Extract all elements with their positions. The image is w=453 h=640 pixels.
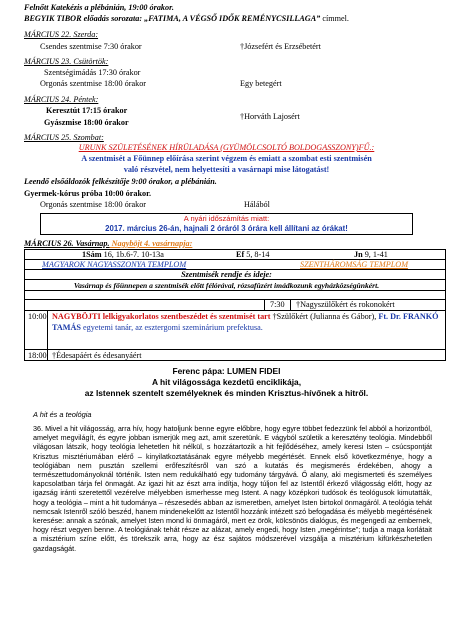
adoration-thursday: Szentségimádás 17:30 órakor — [44, 68, 141, 77]
preacher-title: egyetemi tanár, az esztergomi szeminárium prefektusa. — [80, 323, 263, 332]
feast-title: URUNK SZÜLETÉSÉNEK HÍRÜLADÁSA (GYÜMÖLCSOLTÓ BOLDOGASSZONY)FŰ.: — [78, 143, 375, 152]
intention-wednesday: †Józsefért és Erzsébetért — [240, 42, 321, 51]
reading-second-book: Ef — [236, 250, 245, 259]
mass-time-1800: 18:00 — [28, 351, 47, 360]
rosary-note: Vasárnap és főünnepen a szentmisék előtt félórával, rózsafüzért imádkozunk egyházközségünkért. — [73, 281, 380, 290]
intention-thursday: Egy betegért — [240, 79, 282, 88]
table-rule — [290, 299, 291, 310]
first-communion-line: Leendő elsőáldozók felkészítője 9:00 órakor, a plébánián. — [24, 177, 217, 186]
mass-friday: Gyászmise 18:00 órakor — [44, 118, 129, 127]
preacher-name: Ft. Dr. FRANKÓ TAMÁS — [52, 312, 439, 332]
encyclical-line2: A hit világossága kezdetű enciklikája, — [151, 377, 302, 387]
mass-saturday: Orgonás szentmise 18:00 órakor — [40, 200, 147, 209]
lecture-series-title: BEGYIK TIBOR előadás sorozata: „FATIMA, A VÉGSŐ IDŐK REMÉNYCSILLAGA” — [24, 14, 321, 23]
reading-second — [236, 250, 269, 260]
day-header-friday: MÁRCIUS 24. Péntek: — [24, 95, 99, 104]
table-rule — [264, 299, 265, 310]
mass-wednesday: Csendes szentmise 7:30 órakor — [40, 42, 142, 51]
catechesis-line: Felnőtt Katekézis a plébánián, 19:00 órakor. — [24, 3, 174, 12]
sunday-header — [24, 239, 192, 249]
stations-friday: Keresztút 17:15 órakor — [46, 106, 128, 115]
reading-gospel-book: Jn — [354, 250, 363, 259]
intention-1000: †Szülőkért (Julianna és Gábor), — [270, 312, 379, 321]
reading-second-ref: 5, 8-14 — [244, 250, 270, 259]
day-header-saturday: MÁRCIUS 25. Szombat: — [24, 133, 104, 142]
reading-gospel — [354, 250, 388, 260]
mass-time-730: 7:30 — [270, 300, 285, 309]
church-right: SZENTHÁROMSÁG TEMPLOM — [300, 260, 409, 269]
section-title: A hit és a teológia — [33, 410, 92, 419]
intention-saturday: Hálából — [244, 200, 270, 209]
lecture-series-line — [24, 14, 349, 24]
sunday-title: Nagyböjt 4. vasárnapja: — [109, 239, 193, 248]
sunday-date: MÁRCIUS 26. Vasárnap. — [24, 239, 110, 248]
church-left: MAGYAROK NAGYASSZONYA TEMPLOM — [42, 260, 187, 269]
mass-thursday: Orgonás szentmise 18:00 órakor — [40, 79, 147, 88]
dst-notice-line1: A nyári időszámítás miatt: — [183, 214, 270, 223]
table-rule — [24, 349, 446, 350]
day-header-wednesday: MÁRCIUS 22. Szerda: — [24, 30, 99, 39]
day-header-thursday: MÁRCIUS 23. Csütörtök: — [24, 57, 109, 66]
encyclical-paragraph: 36. Mivel a hit világosság, arra hív, hogy hatoljunk benne egyre előbbre, hogy egyre többet fedezzünk fel abból a horizontból, amelyet megvilágít, és egyre jobban ismerjük meg azt, amit szeretünk. E vágyból születik a keresztény teológia. Mindebből világosan látszik, hogy teológia lehetetlen hit nélkül, s hozzátartozik a hit fejlődéséhez, amely keresi Isten – csúcspontját Krisztus misztériumában elérő – kinyilatkoztatásának egyre mélyebb megértését. Ennek első következménye, hogy a teológiában nem pusztán szellemi erőfeszítésről van szó a kutatás és megismerés érdekében, ahogy a természettudományoknál történik. Isten nem redukálható egy tudomány tárgyává. Ő alany, aki megismerteti és személyes kapcsolatban tárja fel önmagát. Az igazi hit az észt arra indítja, hogy túljon fel az Istentől érkező világosság előtt, hogy az igazság iránti szeretettől vezérelve mélyebben ismerhesse meg Istent. A nagy középkori tudósok és teológusok kimutatták, hogy a teológia – mint a hit tudománya – részesedés abban az ismeretben, amelyet Isten birtokol önmagáról. A teológia tehát nemcsak Istenről szóló beszéd, hanem mindenekelőtt az Istentől hozzánk intézett szó befogadása és mélyebb megértésének keresése: annak a szónak, amelyet Isten mond ki önmagáról, mert ez örök, kölcsönös dialógus, és megengedi az embernek, hogy részt vegyen benne. A teológiának tehát része az alázat, amely engedi, hogy Isten „megérintse”; tudja a maga korlátait a misztérium színe előtt, és törekszik arra, hogy az ész sajátos módszerével vizsgálja a misztérium kifürkészhetetlen gazdagságát. — [33, 424, 432, 553]
lecture-series-suffix: címmel. — [320, 14, 349, 23]
reading-gospel-ref: 9, 1-41 — [362, 250, 388, 259]
reading-first-book: 1Sám — [82, 250, 102, 259]
retreat-notice: NAGYBÖJTI lelkigyakorlatos szentbeszédet és szentmisét tart — [52, 312, 271, 321]
intention-730: †Nagyszülőkért és rokonokért — [296, 300, 395, 309]
table-rule — [47, 310, 48, 361]
dst-notice-line2: 2017. március 26-án, hajnali 2 óráról 3 órára kell állítani az órákat! — [105, 224, 348, 233]
feast-notice-1: A szentmisét a Főünnep előírása szerint végzem és emiatt a szombat esti szentmisén — [81, 154, 372, 163]
encyclical-line3: az Istennek szentelt személyeknek és minden Krisztus-hívőnek a hitről. — [84, 388, 369, 398]
encyclical-line1: Ferenc pápa: LUMEN FIDEI — [172, 366, 281, 376]
mass-time-1000: 10:00 — [28, 312, 47, 321]
intention-1800: †Édesapáért és édesanyáért — [52, 351, 142, 360]
feast-notice-2: való részvétel, nem helyettesíti a vasárnapi mise látogatást! — [123, 165, 330, 174]
reading-first-ref: 16, 1b.6-7. 10-13a — [101, 250, 164, 259]
mass-1000-description — [52, 311, 442, 333]
choir-line: Gyermek-kórus próba 10:00 órakor. — [24, 189, 152, 198]
reading-first — [82, 250, 164, 260]
mass-order-label: Szentmisék rendje és ideje: — [181, 270, 272, 279]
dst-notice-box — [40, 213, 413, 235]
intention-friday: †Horváth Lajosért — [240, 112, 300, 121]
